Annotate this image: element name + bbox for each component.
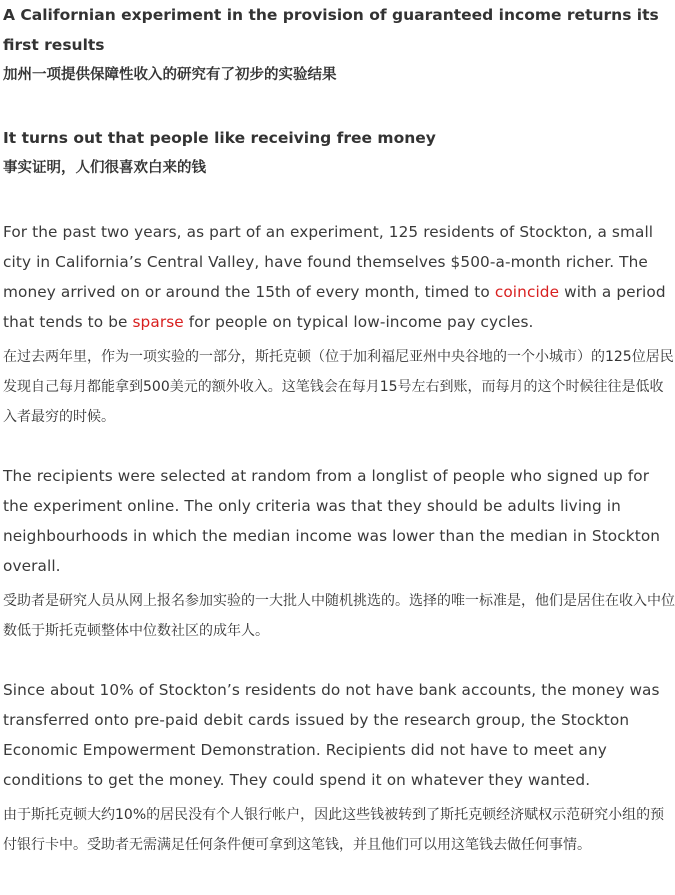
- headline-en: A Californian experiment in the provision of guaranteed income returns its first results: [3, 6, 659, 54]
- paragraph-3-en: Since about 10% of Stockton’s residents do not have bank accounts, the money was transferred onto pre-paid debit cards issued by the research group, the Stockton Economic Empowerment Demonstration. Recipients did not have to meet any conditions to get the money. They could spend it on whatever they wanted.: [3, 681, 660, 789]
- subheadline-en: It turns out that people like receiving free money: [3, 129, 436, 147]
- subheadline-block: [3, 123, 671, 183]
- vocab-highlight-sparse[interactable]: sparse: [132, 313, 184, 331]
- headline-block: [3, 0, 671, 90]
- paragraph-2-zh: 受助者是研究人员从网上报名参加实验的一大批人中随机挑选的。选择的唯一标准是，他们是居住在收入中位数低于斯托克顿整体中位数社区的成年人。: [3, 593, 675, 639]
- subheadline-zh: 事实证明，人们很喜欢白来的钱: [3, 160, 206, 176]
- paragraph-1-en-text-b: with a period that tends to be: [3, 283, 666, 331]
- vocab-highlight-coincide[interactable]: coincide: [494, 283, 560, 301]
- paragraph-1-en-text-c: for people on typical low-income pay cycles.: [183, 313, 534, 331]
- paragraph-1-en-text-a: For the past two years, as part of an experiment, 125 residents of Stockton, a small city in California’s Central Valley, have found themselves $500-a-month richer. The money arrived on or around the 15th of every month, timed to: [3, 223, 654, 301]
- paragraph-1-zh: 在过去两年里，作为一项实验的一部分，斯托克顿（位于加利福尼亚州中央谷地的一个小城市）的125位居民发现自己每月都能拿到500美元的额外收入。这笔钱会在每月15号左右到账，而每月的这个时候往往是低收入者最穷的时候。: [3, 349, 674, 425]
- headline-zh: 加州一项提供保障性收入的研究有了初步的实验结果: [3, 67, 337, 83]
- paragraph-3-zh: 由于斯托克顿大约10%的居民没有个人银行帐户，因此这些钱被转到了斯托克顿经济赋权示范研究小组的预付银行卡中。受助者无需满足任何条件便可拿到这笔钱，并且他们可以用这笔钱去做任何事情。: [3, 807, 665, 853]
- paragraph-1-en: [3, 217, 675, 337]
- paragraph-2-en: The recipients were selected at random from a longlist of people who signed up for the experiment online. The only criteria was that they should be adults living in neighbourhoods in which the median income was lower than the median in Stockton overall.: [3, 467, 661, 575]
